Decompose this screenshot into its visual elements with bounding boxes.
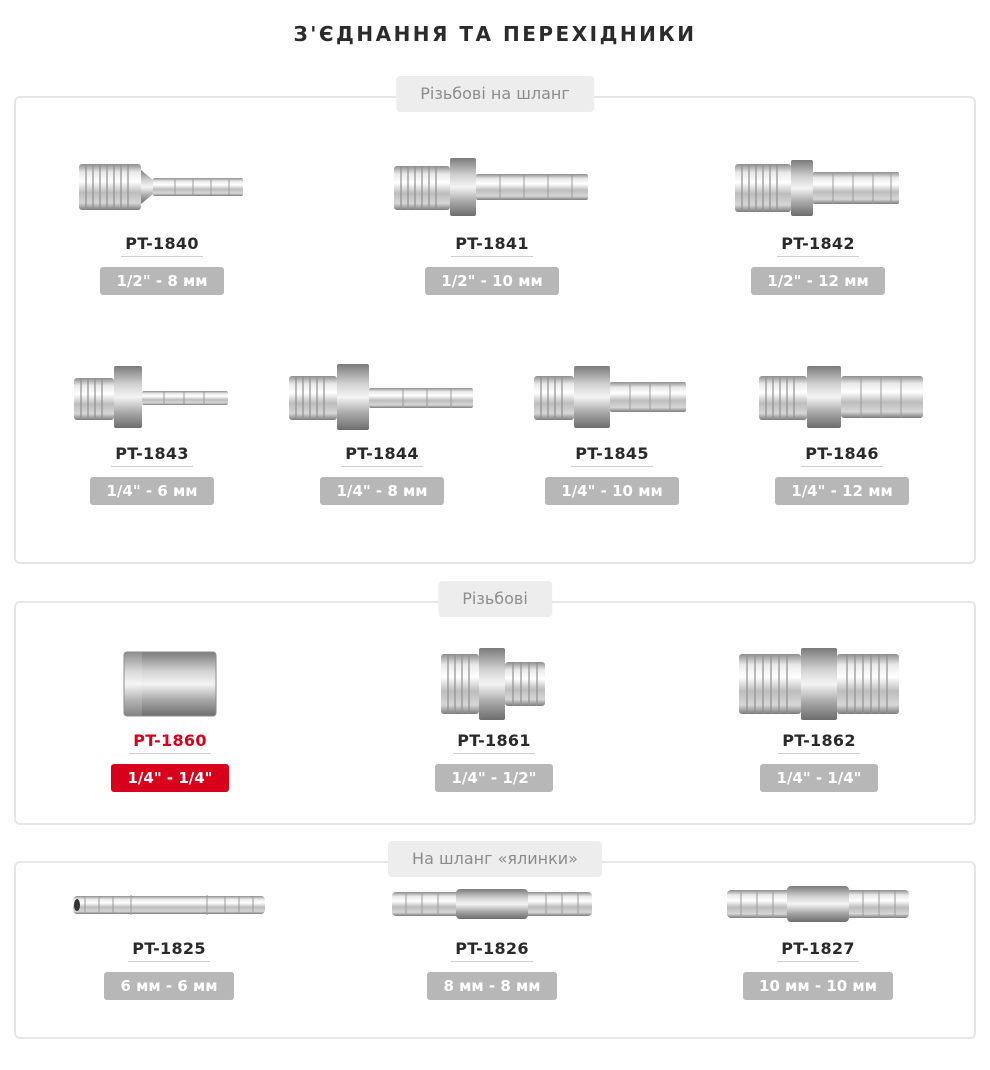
product-card[interactable] [52, 146, 272, 295]
product-code[interactable]: PT-1860 [129, 731, 211, 754]
page-title: З'ЄДНАННЯ ТА ПЕРЕХІДНИКИ [293, 22, 697, 46]
section-double-barb [14, 849, 976, 1039]
size-badge: 1/2" - 10 мм [425, 267, 558, 295]
product-card[interactable] [59, 863, 279, 1000]
threaded-hose-barb-fitting-icon [502, 356, 722, 438]
size-badge: 1/4" - 12 мм [775, 477, 908, 505]
size-badge: 1/2" - 12 мм [751, 267, 884, 295]
product-card[interactable] [382, 146, 602, 295]
product-code[interactable]: PT-1862 [778, 731, 860, 754]
product-code[interactable]: PT-1861 [453, 731, 535, 754]
product-card[interactable] [272, 356, 492, 505]
section-label[interactable]: Різьбові [438, 581, 552, 617]
double-hose-barb-connector-icon [382, 863, 602, 945]
product-code[interactable]: PT-1826 [451, 939, 533, 962]
product-card[interactable] [502, 356, 722, 505]
product-card[interactable] [42, 356, 262, 505]
threaded-hose-barb-fitting-icon [732, 356, 952, 438]
size-badge: 1/2" - 8 мм [100, 267, 223, 295]
threaded-adapter-fitting-icon [384, 643, 604, 725]
product-code[interactable]: PT-1827 [777, 939, 859, 962]
size-badge: 10 мм - 10 мм [743, 972, 893, 1000]
size-badge: 1/4" - 10 мм [545, 477, 678, 505]
threaded-adapter-fitting-icon [709, 643, 929, 725]
threaded-hose-barb-fitting-icon [272, 356, 492, 438]
threaded-hose-barb-fitting-icon [42, 356, 262, 438]
double-hose-barb-connector-icon [59, 863, 279, 945]
section-label[interactable]: Різьбові на шланг [396, 76, 594, 112]
product-code[interactable]: PT-1841 [451, 234, 533, 257]
product-code[interactable]: PT-1840 [121, 234, 203, 257]
size-badge: 1/4" - 1/2" [435, 764, 552, 792]
product-card[interactable] [384, 643, 604, 792]
size-badge: 1/4" - 6 мм [90, 477, 213, 505]
threaded-hose-barb-fitting-icon [52, 146, 272, 228]
product-code[interactable]: PT-1843 [111, 444, 193, 467]
product-code[interactable]: PT-1845 [571, 444, 653, 467]
threaded-hose-barb-fitting-icon [708, 146, 928, 228]
size-badge: 1/4" - 1/4" [760, 764, 877, 792]
section-threaded [14, 589, 976, 825]
product-card[interactable] [708, 146, 928, 295]
threaded-adapter-fitting-icon [60, 643, 280, 725]
size-badge: 1/4" - 1/4" [111, 764, 228, 792]
product-code[interactable]: PT-1825 [128, 939, 210, 962]
product-code[interactable]: PT-1844 [341, 444, 423, 467]
product-code[interactable]: PT-1842 [777, 234, 859, 257]
threaded-hose-barb-fitting-icon [382, 146, 602, 228]
product-card[interactable] [60, 643, 280, 792]
size-badge: 1/4" - 8 мм [320, 477, 443, 505]
section-threaded-hose [14, 84, 976, 564]
section-label[interactable]: На шланг «ялинки» [388, 841, 602, 877]
product-card[interactable] [732, 356, 952, 505]
product-code[interactable]: PT-1846 [801, 444, 883, 467]
double-hose-barb-connector-icon [708, 863, 928, 945]
size-badge: 6 мм - 6 мм [104, 972, 233, 1000]
product-card[interactable] [382, 863, 602, 1000]
product-card[interactable] [709, 643, 929, 792]
product-card[interactable] [708, 863, 928, 1000]
size-badge: 8 мм - 8 мм [427, 972, 556, 1000]
